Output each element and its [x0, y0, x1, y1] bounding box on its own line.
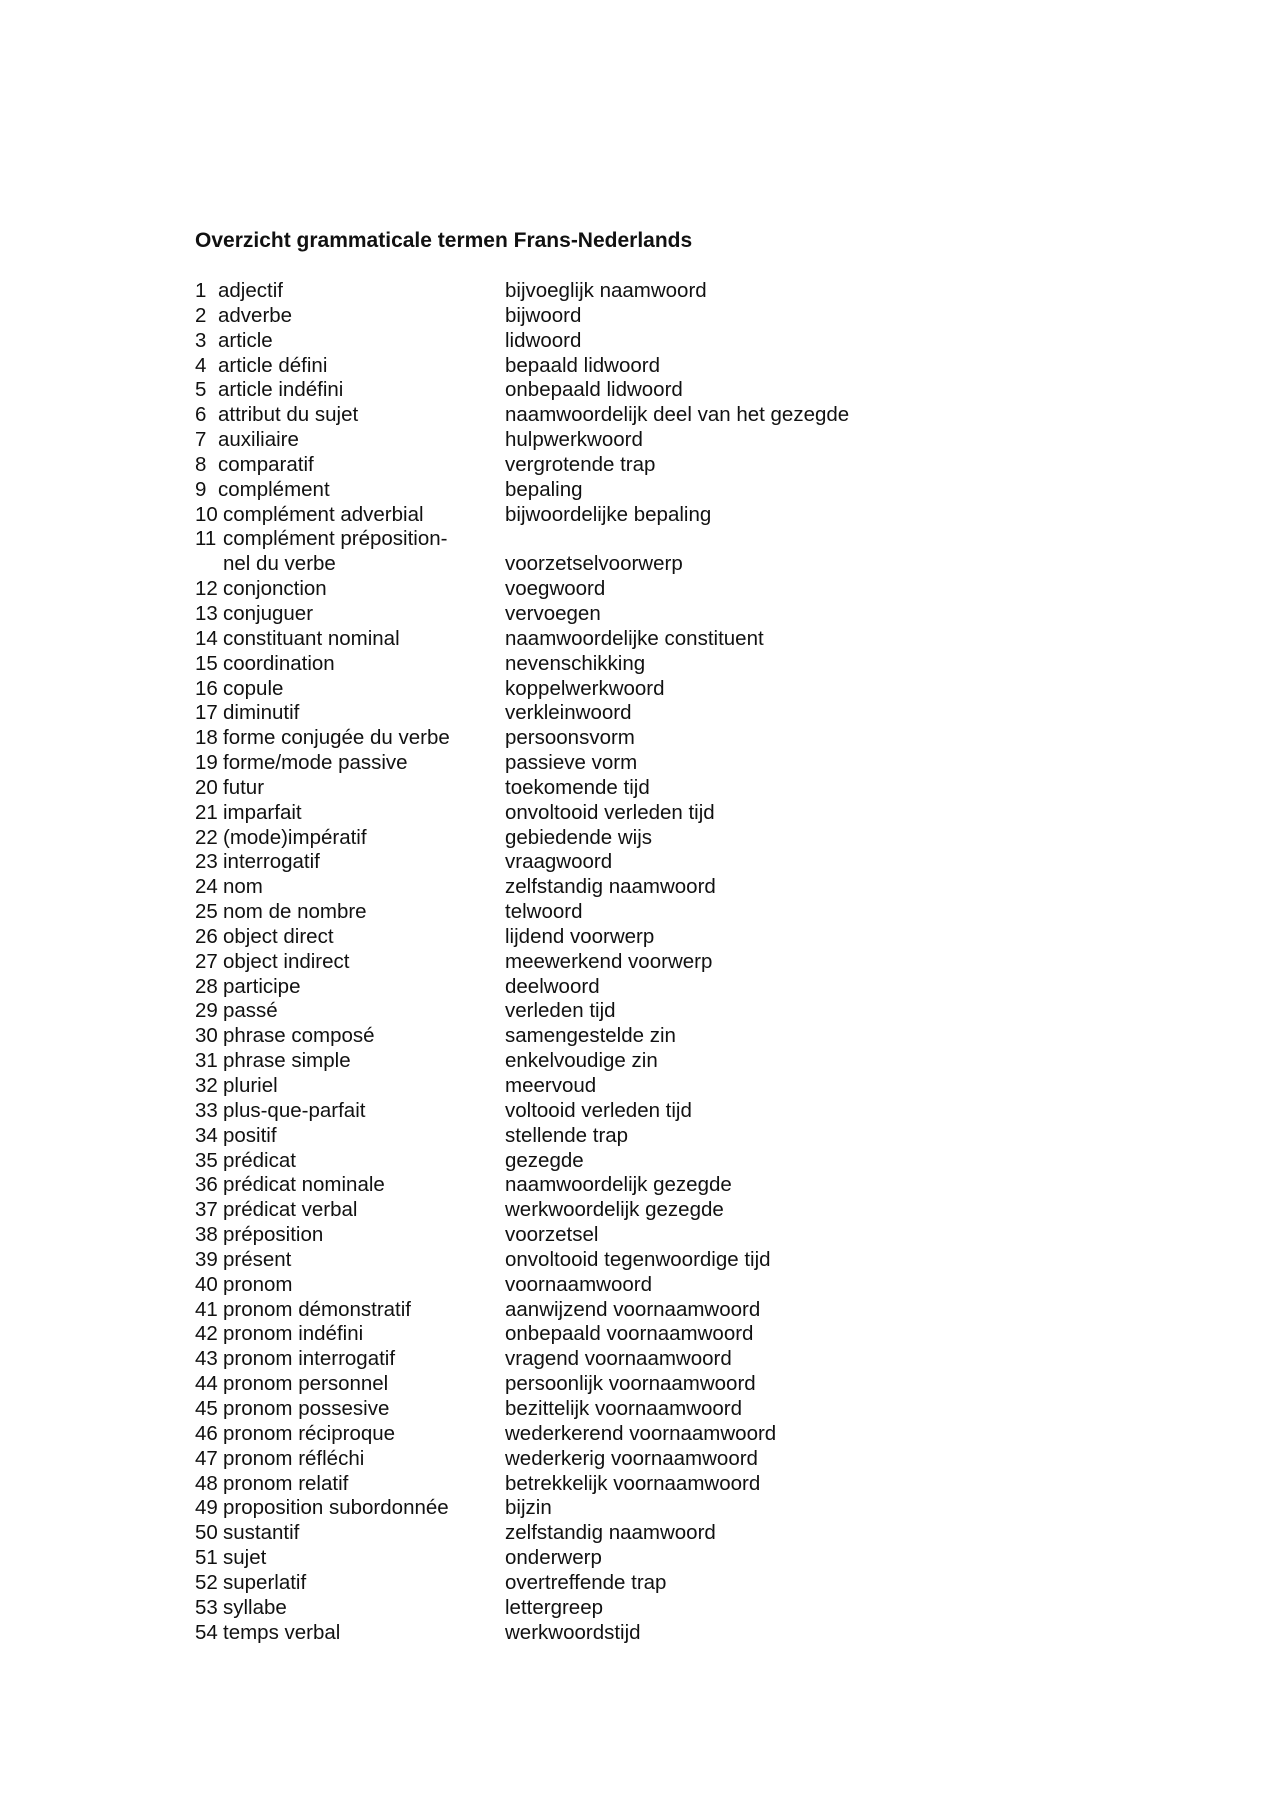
term-number: 15: [195, 651, 218, 675]
french-term-text: futur: [223, 775, 265, 799]
term-row: [195, 428, 1095, 453]
french-term: [195, 1571, 505, 1596]
french-term: [195, 1372, 505, 1397]
french-term-text: participe: [223, 974, 301, 998]
term-number: 12: [195, 577, 218, 601]
french-term-text: complément préposition-: [223, 527, 448, 551]
term-number: 39: [195, 1247, 218, 1271]
french-term: [195, 428, 505, 453]
dutch-term: wederkerig voornaamwoord: [505, 1446, 758, 1470]
term-row: [195, 850, 1095, 875]
french-term: [195, 1521, 505, 1546]
french-term-text: passé: [223, 999, 278, 1023]
french-term-text: plus-que-parfait: [223, 1098, 366, 1122]
french-term-text: coordination: [223, 651, 335, 675]
dutch-term: bijwoordelijke bepaling: [505, 502, 712, 526]
french-term-text: nel du verbe: [223, 552, 336, 576]
french-term-text: object indirect: [223, 949, 350, 973]
term-number: 27: [195, 949, 218, 973]
french-term-text: nom de nombre: [223, 900, 367, 924]
dutch-term: toekomende tijd: [505, 775, 650, 799]
french-term: [195, 403, 505, 428]
term-row: [195, 776, 1095, 801]
term-number: 7: [195, 428, 207, 452]
term-number: 44: [195, 1372, 218, 1396]
term-row: [195, 1049, 1095, 1074]
french-term-text: comparatif: [218, 452, 314, 476]
term-row: [195, 1173, 1095, 1198]
term-row: [195, 1496, 1095, 1521]
term-row: [195, 801, 1095, 826]
dutch-term: gebiedende wijs: [505, 825, 653, 849]
term-number: 1: [195, 279, 207, 302]
term-number: 54: [195, 1620, 218, 1644]
document-page: [195, 227, 1095, 1645]
dutch-term: onvoltooid verleden tijd: [505, 800, 715, 824]
term-row: [195, 1447, 1095, 1472]
dutch-term: zelfstandig naamwoord: [505, 1521, 716, 1545]
term-row: [195, 453, 1095, 478]
term-number: 48: [195, 1471, 218, 1495]
term-row: [195, 875, 1095, 900]
french-term: [195, 354, 505, 379]
french-term: [195, 652, 505, 677]
term-number: 8: [195, 452, 207, 476]
french-term-text: pronom personnel: [223, 1372, 389, 1396]
dutch-term: samengestelde zin: [505, 1024, 676, 1048]
term-row: [195, 1422, 1095, 1447]
term-number: 37: [195, 1198, 218, 1222]
term-row: [195, 900, 1095, 925]
french-term-text: pronom indéfini: [223, 1322, 364, 1346]
dutch-term: hulpwerkwoord: [505, 428, 643, 452]
term-row: [195, 826, 1095, 851]
term-row: [195, 652, 1095, 677]
term-row: [195, 1248, 1095, 1273]
term-row: [195, 1074, 1095, 1099]
french-term: [195, 1546, 505, 1571]
term-row: [195, 354, 1095, 379]
french-term: [195, 1024, 505, 1049]
dutch-term: werkwoordelijk gezegde: [505, 1198, 724, 1222]
dutch-term: deelwoord: [505, 974, 600, 998]
dutch-term: onvoltooid tegenwoordige tijd: [505, 1247, 771, 1271]
french-term-text: préposition: [223, 1223, 324, 1247]
term-number: 2: [195, 303, 207, 327]
french-term: [195, 1447, 505, 1472]
term-number: 33: [195, 1098, 218, 1122]
dutch-term: betrekkelijk voornaamwoord: [505, 1471, 761, 1495]
term-row: [195, 1223, 1095, 1248]
dutch-term: vervoegen: [505, 601, 601, 625]
french-term-text: sujet: [223, 1546, 267, 1570]
term-row: [195, 999, 1095, 1024]
term-row: [195, 1596, 1095, 1621]
dutch-term: verleden tijd: [505, 999, 616, 1023]
term-row: [195, 1347, 1095, 1372]
french-term: [195, 1298, 505, 1323]
french-term: [195, 279, 505, 304]
term-row: [195, 1472, 1095, 1497]
term-number: 52: [195, 1570, 218, 1594]
french-term-text: prédicat nominale: [223, 1173, 385, 1197]
dutch-term: bezittelijk voornaamwoord: [505, 1396, 743, 1420]
french-term-text: complément: [218, 477, 330, 501]
french-term: [195, 1198, 505, 1223]
french-term: [195, 950, 505, 975]
french-term-text: conjonction: [223, 577, 327, 601]
dutch-term: gezegde: [505, 1148, 584, 1172]
term-number: 31: [195, 1049, 218, 1073]
term-row: [195, 1397, 1095, 1422]
term-number: 38: [195, 1223, 218, 1247]
french-term-text: pronom réfléchi: [223, 1446, 365, 1470]
dutch-term: voltooid verleden tijd: [505, 1098, 692, 1122]
term-number: 19: [195, 751, 218, 775]
dutch-term: werkwoordstijd: [505, 1620, 641, 1644]
term-number: 49: [195, 1496, 218, 1520]
french-term-text: conjuguer: [223, 601, 314, 625]
french-term: [195, 1223, 505, 1248]
term-number: 11: [195, 527, 217, 551]
dutch-term: koppelwerkwoord: [505, 676, 665, 700]
french-term: [195, 1074, 505, 1099]
french-term: [195, 304, 505, 329]
dutch-term: bepaling: [505, 477, 583, 501]
french-term: [195, 1397, 505, 1422]
dutch-term: vragend voornaamwoord: [505, 1347, 732, 1371]
term-number: 53: [195, 1595, 218, 1619]
term-row: [195, 677, 1095, 702]
term-number: 6: [195, 403, 207, 427]
dutch-term: lijdend voorwerp: [505, 924, 655, 948]
french-term: [195, 627, 505, 652]
term-row: [195, 279, 1095, 304]
dutch-term: lettergreep: [505, 1595, 604, 1619]
french-term-text: pronom réciproque: [223, 1421, 396, 1445]
french-term: [195, 1596, 505, 1621]
french-term: [195, 1621, 505, 1646]
term-number: 20: [195, 775, 218, 799]
term-number: 40: [195, 1272, 218, 1296]
dutch-term: voorzetsel: [505, 1223, 599, 1247]
term-row: [195, 1322, 1095, 1347]
term-row: [195, 975, 1095, 1000]
french-term-text: positif: [223, 1123, 277, 1147]
term-number: 17: [195, 701, 218, 725]
term-number: 5: [195, 378, 207, 402]
french-term: [195, 751, 505, 776]
french-term-text: phrase simple: [223, 1049, 351, 1073]
term-row: [195, 478, 1095, 503]
dutch-term: vraagwoord: [505, 850, 613, 874]
french-term: [195, 1347, 505, 1372]
term-number: 21: [195, 800, 218, 824]
term-number: 35: [195, 1148, 218, 1172]
term-number: 22: [195, 825, 218, 849]
dutch-term: meewerkend voorwerp: [505, 949, 713, 973]
french-term: [195, 975, 505, 1000]
french-term-text: temps verbal: [223, 1620, 341, 1644]
french-term-text: présent: [223, 1247, 292, 1271]
french-term-text: imparfait: [223, 800, 302, 824]
french-term-text: nom: [223, 875, 263, 899]
dutch-term: voegwoord: [505, 577, 606, 601]
french-term: [195, 1173, 505, 1198]
french-term-text: constituant nominal: [223, 626, 400, 650]
term-number: 26: [195, 924, 218, 948]
term-number: 18: [195, 726, 218, 750]
term-number: 9: [195, 477, 207, 501]
dutch-term: bijvoeglijk naamwoord: [505, 279, 707, 302]
term-number: 10: [195, 502, 218, 526]
term-number: 25: [195, 900, 218, 924]
dutch-term: lidwoord: [505, 328, 582, 352]
french-term-text: adverbe: [218, 303, 293, 327]
french-term-text: article défini: [218, 353, 328, 377]
french-term-text: article: [218, 328, 273, 352]
term-row: [195, 527, 1095, 577]
dutch-term: persoonsvorm: [505, 726, 635, 750]
french-term: [195, 329, 505, 354]
dutch-term: enkelvoudige zin: [505, 1049, 658, 1073]
french-term: [195, 900, 505, 925]
term-row: [195, 403, 1095, 428]
term-row: [195, 1298, 1095, 1323]
terms-list: [195, 279, 1095, 1645]
term-row: [195, 602, 1095, 627]
french-term: [195, 577, 505, 602]
dutch-term: onbepaald lidwoord: [505, 378, 683, 402]
french-term: [195, 1273, 505, 1298]
french-term-text: interrogatif: [223, 850, 320, 874]
term-number: 29: [195, 999, 218, 1023]
term-number: 13: [195, 601, 218, 625]
dutch-term: naamwoordelijk deel van het gezegde: [505, 403, 850, 427]
term-row: [195, 1273, 1095, 1298]
term-row: [195, 1149, 1095, 1174]
term-number: 16: [195, 676, 218, 700]
french-term: [195, 378, 505, 403]
term-number: 4: [195, 353, 207, 377]
french-term-text: auxiliaire: [218, 428, 299, 452]
term-number: 34: [195, 1123, 218, 1147]
dutch-term: naamwoordelijk gezegde: [505, 1173, 732, 1197]
term-row: [195, 304, 1095, 329]
french-term-text: sustantif: [223, 1521, 300, 1545]
dutch-term: stellende trap: [505, 1123, 629, 1147]
french-term: [195, 1099, 505, 1124]
term-number: 43: [195, 1347, 218, 1371]
french-term-text: pronom démonstratif: [223, 1297, 412, 1321]
french-term: [195, 875, 505, 900]
page-title: Overzicht grammaticale termen Frans-Nederlands: [195, 229, 693, 252]
term-row: [195, 378, 1095, 403]
french-term-text: adjectif: [218, 279, 283, 302]
dutch-term: persoonlijk voornaamwoord: [505, 1372, 756, 1396]
dutch-term: overtreffende trap: [505, 1570, 667, 1594]
term-number: 50: [195, 1521, 218, 1545]
dutch-term: telwoord: [505, 900, 583, 924]
french-term: [195, 677, 505, 702]
term-row: [195, 1099, 1095, 1124]
term-number: 41: [195, 1297, 218, 1321]
french-term-text: forme conjugée du verbe: [223, 726, 450, 750]
french-term-text: article indéfini: [218, 378, 344, 402]
term-row: [195, 1124, 1095, 1149]
french-term: [195, 826, 505, 851]
french-term: [195, 1322, 505, 1347]
dutch-term: passieve vorm: [505, 751, 638, 775]
dutch-term: bijzin: [505, 1496, 552, 1520]
term-number: 51: [195, 1546, 218, 1570]
french-term-text: superlatif: [223, 1570, 307, 1594]
term-number: 30: [195, 1024, 218, 1048]
term-row: [195, 751, 1095, 776]
dutch-term: meervoud: [505, 1074, 597, 1097]
french-term: [195, 801, 505, 826]
french-term: [195, 1049, 505, 1074]
french-term: [195, 527, 505, 577]
dutch-term: onbepaald voornaamwoord: [505, 1322, 754, 1346]
french-term: [195, 453, 505, 478]
dutch-term: nevenschikking: [505, 651, 646, 675]
french-term-text: pronom: [223, 1272, 293, 1296]
french-term-text: syllabe: [223, 1595, 287, 1619]
french-term-text: complément adverbial: [223, 502, 424, 526]
french-term: [195, 726, 505, 751]
french-term-text: diminutif: [223, 701, 300, 725]
dutch-term: wederkerend voornaamwoord: [505, 1421, 777, 1445]
french-term: [195, 701, 505, 726]
term-row: [195, 726, 1095, 751]
term-number: 45: [195, 1396, 218, 1420]
term-row: [195, 627, 1095, 652]
french-term-text: (mode)impératif: [223, 825, 367, 849]
dutch-term: bijwoord: [505, 303, 582, 327]
dutch-term: vergrotende trap: [505, 452, 656, 476]
term-row: [195, 925, 1095, 950]
term-row: [195, 1372, 1095, 1397]
french-term: [195, 1496, 505, 1521]
french-term: [195, 1422, 505, 1447]
dutch-term: verkleinwoord: [505, 701, 632, 725]
term-row: [195, 503, 1095, 528]
term-number: 42: [195, 1322, 218, 1346]
french-term: [195, 602, 505, 627]
french-term-text: pronom possesive: [223, 1396, 390, 1420]
french-term: [195, 776, 505, 801]
term-number: 47: [195, 1446, 218, 1470]
french-term: [195, 1124, 505, 1149]
term-row: [195, 1571, 1095, 1596]
french-term-text: pronom relatif: [223, 1471, 349, 1495]
french-term-text: prédicat verbal: [223, 1198, 358, 1222]
term-number: 14: [195, 626, 218, 650]
french-term: [195, 1472, 505, 1497]
french-term: [195, 503, 505, 528]
term-row: [195, 1024, 1095, 1049]
french-term: [195, 925, 505, 950]
term-number: 24: [195, 875, 218, 899]
french-term: [195, 850, 505, 875]
dutch-term: naamwoordelijke constituent: [505, 626, 764, 650]
dutch-term: voornaamwoord: [505, 1272, 652, 1296]
term-row: [195, 1521, 1095, 1546]
term-row: [195, 950, 1095, 975]
french-term: [195, 1149, 505, 1174]
term-number: 32: [195, 1074, 218, 1097]
french-term: [195, 999, 505, 1024]
term-number: 46: [195, 1421, 218, 1445]
term-row: [195, 1198, 1095, 1223]
french-term-text: forme/mode passive: [223, 751, 408, 775]
term-row: [195, 1546, 1095, 1571]
term-row: [195, 701, 1095, 726]
term-number: 28: [195, 974, 218, 998]
french-term-text: phrase composé: [223, 1024, 375, 1048]
french-term: [195, 1248, 505, 1273]
term-row: [195, 329, 1095, 354]
dutch-term: onderwerp: [505, 1546, 602, 1570]
french-term-text: copule: [223, 676, 284, 700]
french-term-text: attribut du sujet: [218, 403, 359, 427]
french-term-text: pluriel: [223, 1074, 278, 1097]
french-term: [195, 478, 505, 503]
dutch-term: bepaald lidwoord: [505, 353, 661, 377]
term-number: 23: [195, 850, 218, 874]
french-term-text: proposition subordonnée: [223, 1496, 449, 1520]
term-number: 3: [195, 328, 207, 352]
french-term-text: object direct: [223, 924, 334, 948]
term-row: [195, 577, 1095, 602]
dutch-term: zelfstandig naamwoord: [505, 875, 716, 899]
french-term-text: prédicat: [223, 1148, 296, 1172]
term-row: [195, 1621, 1095, 1646]
dutch-term: aanwijzend voornaamwoord: [505, 1297, 761, 1321]
french-term-text: pronom interrogatif: [223, 1347, 396, 1371]
term-number: 36: [195, 1173, 218, 1197]
dutch-term: voorzetselvoorwerp: [505, 552, 683, 576]
